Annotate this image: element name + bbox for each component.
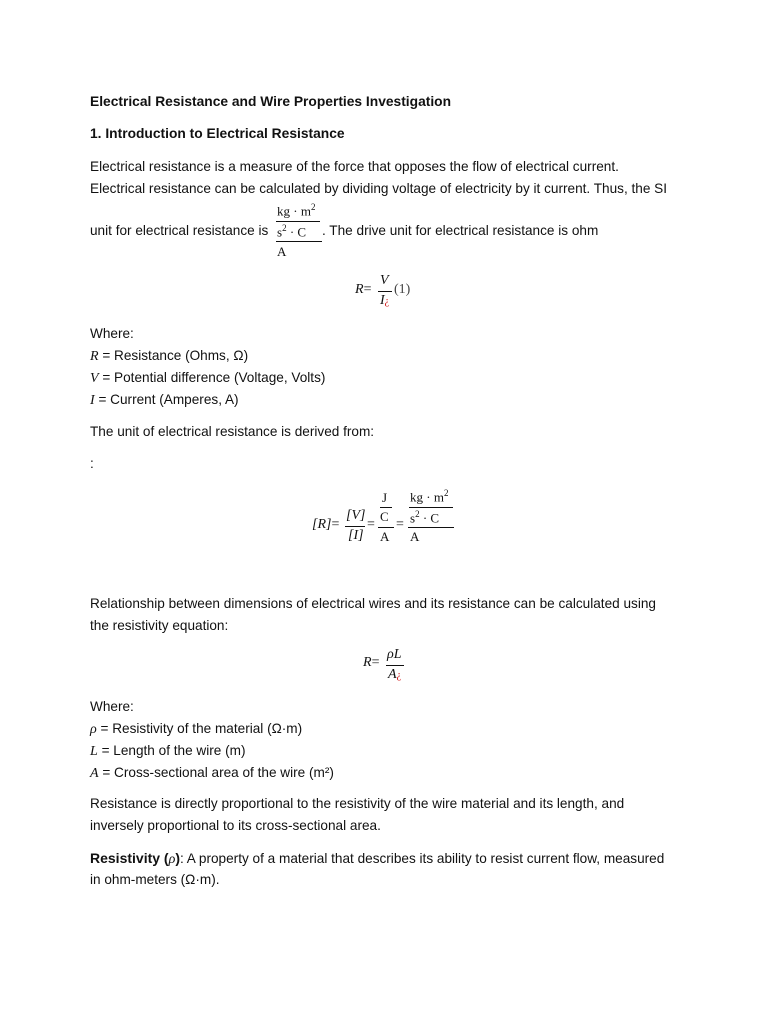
definition-item: R = Resistance (Ohms, Ω) [90, 348, 249, 364]
eq3-denominator: A¿ [388, 667, 402, 682]
eq2-equals: = [396, 517, 404, 532]
definition-item: I = Current (Amperes, A) [90, 392, 239, 408]
fraction-bar [276, 221, 320, 222]
eq2-a2: A [410, 529, 420, 544]
equation-3: R= [363, 655, 380, 670]
equation-2: [R]= [312, 517, 340, 532]
eq2-v: [V] [346, 508, 366, 523]
eq1-numerator: V [380, 273, 389, 288]
section-heading: 1. Introduction to Electrical Resistance [90, 126, 345, 141]
resistivity-definition: Resistivity (ρ): A property of a material that describes its ability to resist current flow, measured [90, 850, 665, 867]
definition-item: ρ = Resistivity of the material (Ω·m) [90, 721, 303, 737]
unit-denominator: A [277, 244, 287, 259]
eq2-middle: $s^2 \cdot C$ [410, 509, 440, 526]
fraction-bar [408, 527, 454, 528]
fraction-bar [345, 526, 365, 527]
paragraph-line: the resistivity equation: [90, 618, 229, 633]
eq2-lhs: [R] [312, 517, 332, 532]
paragraph-line: Electrical resistance is a measure of the force that opposes the flow of electrical current. [90, 159, 619, 174]
paragraph-line: The unit of electrical resistance is derived from: [90, 424, 375, 439]
eq2-numerator: kg · $m^2$ [410, 488, 449, 505]
eq1-denominator: I¿ [380, 293, 390, 308]
equation-1 [355, 282, 371, 298]
fraction-bar [409, 507, 453, 508]
eq2-a1: A [380, 529, 390, 544]
eq3-numerator: ρL [387, 647, 402, 662]
where-label: Where: [90, 326, 134, 341]
fraction-bar [276, 241, 322, 242]
unit-numerator: kg · $m^2$ [277, 202, 316, 219]
paragraph-line: . The drive unit for electrical resistance is ohm [322, 223, 599, 238]
eq-lhs: R [355, 282, 364, 297]
eq2-j: J [382, 490, 388, 505]
paragraph-line: Resistance is directly proportional to the resistivity of the wire material and its length, and [90, 796, 625, 811]
paragraph-line: Electrical resistance can be calculated by dividing voltage of electricity by it current. Thus, the SI [90, 181, 668, 196]
where-label: Where: [90, 699, 134, 714]
paragraph-line: in ohm-meters (Ω·m). [90, 872, 220, 887]
eq3-lhs: R [363, 655, 372, 670]
unit-middle: $s^2 \cdot C$ [277, 223, 307, 240]
paragraph-line: unit for electrical resistance is [90, 223, 269, 238]
definition-item: V = Potential difference (Voltage, Volts) [90, 370, 326, 386]
eq2-i: [I] [348, 528, 364, 543]
definition-item: L = Length of the wire (m) [90, 743, 246, 759]
eq-equals: = [363, 282, 372, 297]
stray-colon: : [90, 456, 94, 471]
fraction-bar [378, 527, 394, 528]
eq2-equals: = [367, 517, 375, 532]
fraction-bar [380, 507, 392, 508]
paragraph-line: inversely proportional to its cross-sectional area. [90, 818, 381, 833]
eq2-c: C [380, 509, 389, 524]
document-title: Electrical Resistance and Wire Properties Investigation [90, 94, 452, 109]
paragraph-line: Relationship between dimensions of electrical wires and its resistance can be calculated using [90, 596, 656, 611]
eq1-label: (1) [394, 282, 411, 297]
definition-item: A = Cross-sectional area of the wire (m²) [90, 765, 334, 781]
